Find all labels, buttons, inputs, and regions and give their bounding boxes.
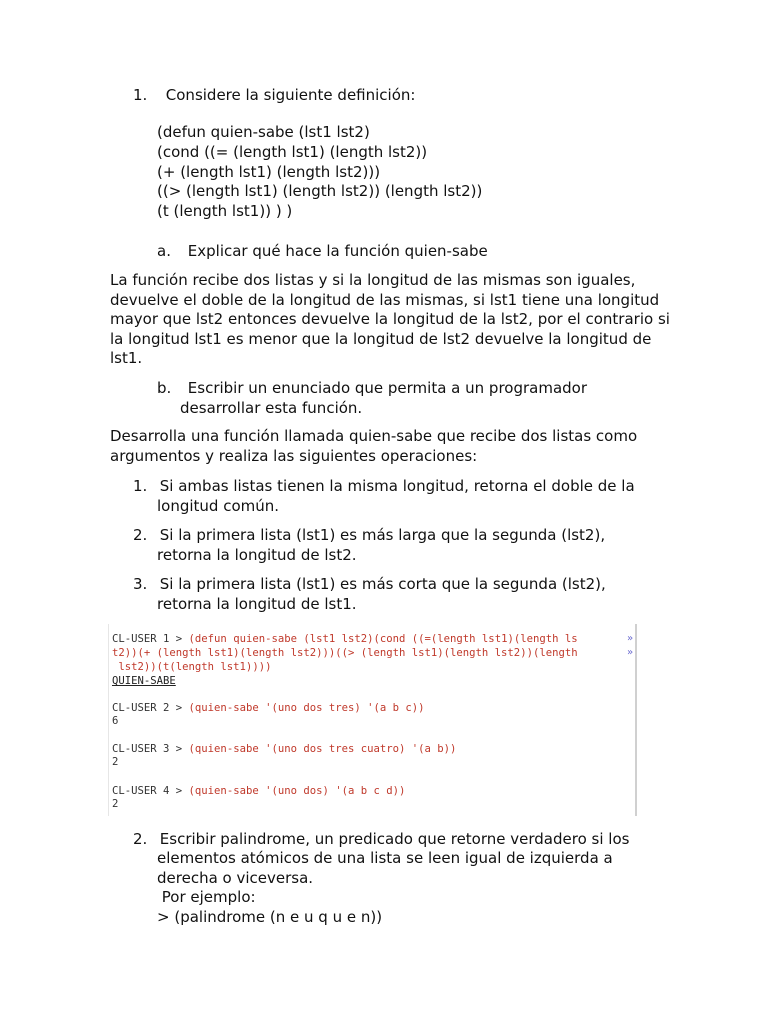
- repl-output: 2: [112, 756, 119, 768]
- question-2-number: 2.: [133, 830, 148, 848]
- answer-a: La función recibe dos listas y si la longitud de las mismas son iguales, devuelve el doble de la longitud de las mismas, si lst1 tiene una longitud mayor que lst2 entonces devuelve la longitud de la lst2, por el contrario si la longitud lst1 es menor que la longitud de lst2 devuelve la longitud de lst1.: [110, 271, 670, 368]
- question-1-heading: [133, 85, 415, 105]
- repl-prompt: CL-USER 2 >: [112, 702, 189, 714]
- code-line: ((> (length lst1) (length lst2)) (length lst2)): [157, 182, 483, 201]
- code-line: (+ (length lst1) (length lst2))): [157, 162, 381, 181]
- subquestion-a-label: a.: [157, 242, 171, 260]
- repl-output: QUIEN-SABE: [112, 675, 176, 687]
- repl-line: [112, 743, 456, 756]
- question-2: [133, 829, 629, 849]
- repl-line: [112, 675, 176, 688]
- repl-line: [112, 785, 405, 798]
- question-1-number: 1.: [133, 86, 148, 104]
- list-item-number: 3.: [133, 575, 148, 593]
- repl-line: [112, 798, 118, 811]
- repl-line: [112, 756, 118, 769]
- repl-output: 2: [112, 798, 119, 810]
- repl-prompt: CL-USER 4 >: [112, 785, 189, 797]
- repl-input: t2))(+ (length lst1)(length lst2)))((> (length lst1)(length lst2))(length: [112, 647, 578, 659]
- subquestion-b-text-line2: desarrollar esta función.: [180, 399, 363, 417]
- list-item: [133, 525, 605, 545]
- list-item-text-cont: retorna la longitud de lst1.: [157, 595, 357, 613]
- list-item-text: Si la primera lista (lst1) es más corta que la segunda (lst2),: [159, 575, 606, 593]
- line-wrap-icon: »: [626, 633, 633, 644]
- question-2-text-line2: elementos atómicos de una lista se leen igual de izquierda a: [157, 849, 613, 867]
- question-2-example-label: Por ejemplo:: [157, 888, 256, 906]
- repl-line: [112, 702, 425, 715]
- repl-line: [112, 633, 578, 646]
- repl-line: [112, 647, 578, 660]
- subquestion-a: [157, 241, 488, 261]
- question-2-text-line1: Escribir palindrome, un predicado que retorne verdadero si los: [159, 830, 630, 848]
- subquestion-a-text: Explicar qué hace la función quien-sabe: [187, 242, 488, 260]
- repl-line: [112, 715, 118, 728]
- repl-input: (quien-sabe '(uno dos) '(a b c d)): [188, 785, 406, 797]
- subquestion-b-label: b.: [157, 379, 172, 397]
- list-item: [133, 574, 606, 594]
- repl-input: lst2))(t(length lst1)))): [112, 661, 272, 673]
- repl-prompt: CL-USER 3 >: [112, 743, 189, 755]
- list-item-text-cont: retorna la longitud de lst2.: [157, 546, 357, 564]
- code-line: (t (length lst1)) ) ): [157, 202, 293, 221]
- repl-prompt: CL-USER 1 >: [112, 633, 189, 645]
- code-line: (defun quien-sabe (lst1 lst2): [157, 123, 370, 141]
- lisp-repl-screenshot: [108, 624, 637, 816]
- repl-input: (quien-sabe '(uno dos tres) '(a b c)): [188, 702, 425, 714]
- repl-line: [112, 661, 271, 674]
- code-line: (cond ((= (length lst1) (length lst2)): [157, 142, 428, 161]
- list-item: [133, 476, 635, 496]
- answer-b: Desarrolla una función llamada quien-sabe que recibe dos listas como argumentos y realiza las siguientes operaciones:: [110, 427, 638, 465]
- subquestion-b: [157, 378, 587, 398]
- question-1-title: Considere la siguiente definición:: [165, 86, 416, 104]
- question-2-text-line3: derecha o viceversa.: [157, 869, 314, 887]
- line-wrap-icon: »: [626, 647, 633, 658]
- repl-input: (defun quien-sabe (lst1 lst2)(cond ((=(length lst1)(length ls: [188, 633, 578, 645]
- repl-input: (quien-sabe '(uno dos tres cuatro) '(a b)): [188, 743, 457, 755]
- list-item-text: Si la primera lista (lst1) es más larga que la segunda (lst2),: [159, 526, 606, 544]
- repl-output: 6: [112, 715, 119, 727]
- list-item-text: Si ambas listas tienen la misma longitud, retorna el doble de la: [159, 477, 635, 495]
- list-item-text-cont: longitud común.: [157, 497, 280, 515]
- list-item-number: 1.: [133, 477, 148, 495]
- code-definition: [157, 123, 482, 222]
- subquestion-b-text-line1: Escribir un enunciado que permita a un programador: [187, 379, 588, 397]
- question-2-example-code: > (palindrome (n e u q u e n)): [157, 908, 383, 926]
- list-item-number: 2.: [133, 526, 148, 544]
